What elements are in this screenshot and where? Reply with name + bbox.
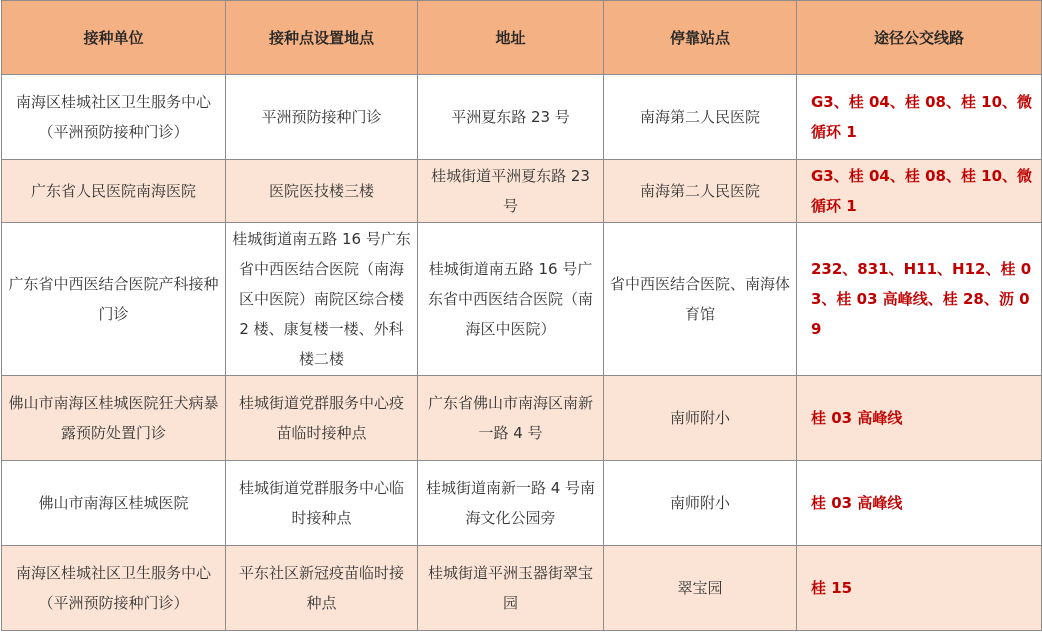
cell-site: 桂城街道南五路 16 号广东省中西医结合医院（南海区中医院）南院区综合楼 2 楼、康复楼一楼、外科楼二楼 [226, 223, 418, 376]
header-unit: 接种单位 [2, 1, 226, 75]
cell-routes: 桂 15 [797, 546, 1042, 631]
cell-address: 广东省佛山市南海区南新一路 4 号 [418, 376, 604, 461]
cell-site: 平洲预防接种门诊 [226, 75, 418, 160]
cell-stop: 南海第二人民医院 [604, 160, 797, 223]
cell-unit: 广东省人民医院南海医院 [2, 160, 226, 223]
cell-address: 桂城街道南五路 16 号广东省中西医结合医院（南海区中医院） [418, 223, 604, 376]
cell-unit: 佛山市南海区桂城医院 [2, 461, 226, 546]
cell-stop: 省中西医结合医院、南海体育馆 [604, 223, 797, 376]
cell-stop: 南海第二人民医院 [604, 75, 797, 160]
cell-unit: 广东省中西医结合医院产科接种门诊 [2, 223, 226, 376]
cell-address: 桂城街道平洲玉器街翠宝园 [418, 546, 604, 631]
cell-address: 平洲夏东路 23 号 [418, 75, 604, 160]
table-row [2, 160, 1042, 223]
cell-stop: 南师附小 [604, 376, 797, 461]
table-row [2, 376, 1042, 461]
cell-stop: 南师附小 [604, 461, 797, 546]
cell-unit: 南海区桂城社区卫生服务中心（平洲预防接种门诊） [2, 75, 226, 160]
cell-unit: 佛山市南海区桂城医院狂犬病暴露预防处置门诊 [2, 376, 226, 461]
cell-routes: 桂 03 高峰线 [797, 461, 1042, 546]
table-row [2, 223, 1042, 376]
cell-stop: 翠宝园 [604, 546, 797, 631]
header-stop: 停靠站点 [604, 1, 797, 75]
table-row [2, 546, 1042, 631]
cell-unit: 南海区桂城社区卫生服务中心（平洲预防接种门诊） [2, 546, 226, 631]
cell-routes: 桂 03 高峰线 [797, 376, 1042, 461]
header-address: 地址 [418, 1, 604, 75]
vaccination-sites-table [1, 0, 1042, 631]
cell-site: 医院医技楼三楼 [226, 160, 418, 223]
table-row [2, 461, 1042, 546]
cell-site: 桂城街道党群服务中心临时接种点 [226, 461, 418, 546]
table-row [2, 75, 1042, 160]
header-site: 接种点设置地点 [226, 1, 418, 75]
cell-routes: 232、831、H11、H12、桂 03、桂 03 高峰线、桂 28、沥 09 [797, 223, 1042, 376]
cell-routes: G3、桂 04、桂 08、桂 10、微循环 1 [797, 75, 1042, 160]
cell-site: 桂城街道党群服务中心疫苗临时接种点 [226, 376, 418, 461]
cell-routes: G3、桂 04、桂 08、桂 10、微循环 1 [797, 160, 1042, 223]
table-header-row [2, 1, 1042, 75]
cell-address: 桂城街道南新一路 4 号南海文化公园旁 [418, 461, 604, 546]
header-routes: 途径公交线路 [797, 1, 1042, 75]
cell-site: 平东社区新冠疫苗临时接种点 [226, 546, 418, 631]
cell-address: 桂城街道平洲夏东路 23 号 [418, 160, 604, 223]
